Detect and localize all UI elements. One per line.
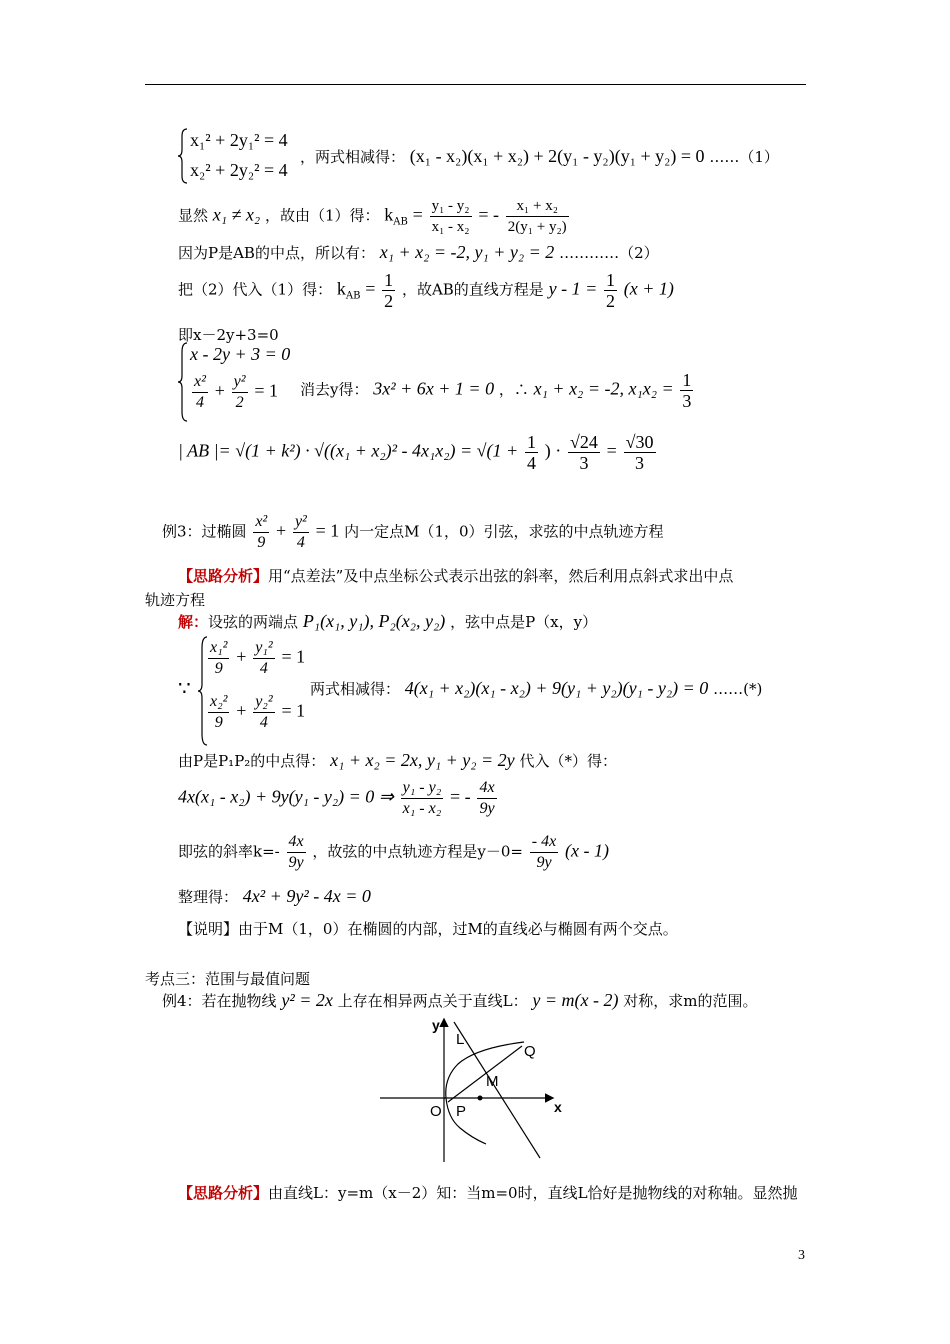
brace-sys2 (178, 342, 188, 426)
ex3-tidy-math: 4x² + 9y² - 4x = 0 (242, 886, 371, 906)
sys1-result: (x₁ - x₂)(x₁ + x₂) + 2(y₁ - y₂)(y₁ + y₂) = 0 (409, 146, 705, 166)
sys3-frac-d: $\frac{\text{y₂²}}{4}$ (255, 693, 273, 731)
sys3-result-line (310, 678, 762, 699)
page-number: 3 (798, 1248, 805, 1263)
kab-line: 显然 x₁ ≠ x₂ ，故由（1）得： $k_{AB}$ = $\frac{\text{y₁ - y₂}}{\text{x₁ - x₂}}$ = - $\frac{\text{x₁ + x₂}}{\text{2(y₁ + y₂)}}$ (178, 198, 567, 235)
ex3-slope-tail: (x - 1) (565, 840, 609, 861)
sub-eq: = (365, 278, 376, 299)
sys3-text: 两式相减得： (310, 680, 401, 698)
ex3-frac2: $\frac{\text{y²}}{4}$ (294, 513, 307, 551)
sub-math2: (x + 1) (623, 278, 674, 299)
sub-ksub: AB (345, 290, 361, 302)
because-symbol: ∵ (178, 678, 191, 700)
sub-k: k (336, 278, 346, 299)
sys1-eq2: x₂² + 2y₂² = 4 (190, 160, 288, 180)
label-l: L (456, 1031, 465, 1048)
kab-frac2: $\frac{\text{x₁ + x₂}}{\text{2(y₁ + y₂)}}$ (507, 198, 567, 235)
sys2-eq1: x - 2y + 3 = 0 (190, 344, 291, 364)
ex3-slope-frac2: $\frac{- 4x}{9y}$ (531, 833, 557, 871)
sys3-frac-b: $\frac{\text{y₁²}}{4}$ (255, 639, 273, 677)
ab-eq: = (606, 440, 617, 461)
parabola-curve (446, 1042, 524, 1144)
kab-pre: 显然 (178, 206, 209, 225)
sys3-plus-2: + (236, 700, 247, 721)
ex3-midpoint-line (178, 750, 617, 771)
ex3-title (162, 512, 664, 553)
ex4-math1: y² = 2x (281, 990, 333, 1010)
sys3-eq2 (206, 692, 305, 733)
ex4-math2: y = m(x - 2) (532, 990, 619, 1010)
chord-pq (448, 1046, 522, 1102)
ab-frac3: $\frac{√30}{3}$ (625, 432, 654, 473)
ex3-slope-text: 即弦的斜率k=- (178, 842, 280, 861)
ex3-deriv-frac1: $\frac{\text{y₁ - y₂}}{\text{x₁ - x₂}}$ (402, 779, 442, 817)
ex3-plus: + (276, 520, 287, 541)
ex3-sol-text2: ，弦中点是P（x，y） (450, 613, 598, 631)
label-q: Q (524, 1043, 536, 1060)
sys2-res2: x₁ + x₂ = -2, x₁x₂ = (533, 378, 674, 399)
label-p: P (456, 1103, 467, 1120)
midpoint-math: x₁ + x₂ = -2, y₁ + y₂ = 2 (379, 242, 555, 262)
ex3-sol-label: 解： (178, 613, 209, 631)
substitute-line (178, 270, 674, 311)
kab-eq: = - (478, 204, 499, 225)
label-m: M (486, 1073, 499, 1090)
ex3-analysis-label: 【思路分析】 (178, 567, 269, 585)
sys2-result-line (300, 370, 695, 411)
ab-mid: ) · (544, 440, 562, 461)
ex3-deriv-eq: = - (450, 786, 471, 807)
ex3-eq: = 1 (315, 520, 340, 541)
point-m (478, 1096, 483, 1101)
ex4-mid: 上存在相异两点关于直线L： (337, 992, 528, 1010)
ex4-analysis (178, 1182, 798, 1203)
sys2-plus: + (214, 380, 225, 401)
sys1-line (300, 146, 779, 167)
ex3-slope-text2: ，故弦的中点轨迹方程是y－0= (312, 842, 523, 861)
midpoint-text: 因为P是AB的中点，所以有： (178, 244, 375, 262)
sys3-tag: ……(*) (713, 680, 763, 698)
sys3-frac-c: $\frac{\text{x₂²}}{9}$ (210, 693, 228, 731)
ab-frac2: $\frac{√24}{3}$ (570, 432, 598, 473)
ex3-mid-text1: 由P是P₁P₂的中点得： (178, 752, 326, 770)
ab-frac1: $\frac{1}{4}$ (526, 432, 536, 473)
ex3-slope-line (178, 832, 609, 873)
midpoint-tag: …………（2） (559, 244, 659, 262)
ex4-title (162, 990, 758, 1011)
sys1-text: ，两式相减得： (300, 148, 406, 166)
midpoint-line (178, 242, 659, 263)
sys3-plus-1: + (236, 646, 247, 667)
sys2-eq2 (190, 372, 278, 413)
ex3-mid-text2: 代入（*）得： (519, 752, 617, 770)
ab-line1: | AB |= √(1 + k²) · √((x₁ + x₂)² - 4x₁x₂) = √(1 + (178, 440, 519, 461)
ab-length-line (178, 432, 658, 473)
kab-ksub: AB (393, 216, 408, 228)
ex3-sol-text: 设弦的两端点 (208, 613, 299, 631)
sys3-frac-a: $\frac{\text{x₁²}}{9}$ (210, 639, 228, 677)
ex3-deriv-line (178, 778, 499, 819)
ex4-analysis-label: 【思路分析】 (178, 1184, 269, 1202)
kab-k: k (384, 204, 394, 225)
kab-mid: ，故由（1）得： (264, 206, 380, 225)
sys2-frac2: $\frac{\text{y²}}{2}$ (233, 373, 246, 411)
sys2-sep: ，∴ (498, 380, 529, 399)
ex3-mid-math: x₁ + x₂ = 2x, y₁ + y₂ = 2y (330, 750, 515, 770)
sys2-frac1: $\frac{\text{x²}}{4}$ (194, 373, 206, 411)
ex3-title-post: 内一定点M（1，0）引弦，求弦的中点轨迹方程 (344, 522, 664, 541)
ex3-slope-frac1: $\frac{4x}{9y}$ (288, 833, 304, 871)
kd3-title: 考点三：范围与最值问题 (145, 970, 311, 988)
sys1-tag: ……（1） (709, 148, 779, 166)
sys2-eq2-tail: = 1 (254, 380, 278, 401)
ex3-analysis (178, 565, 733, 586)
ex3-deriv-frac2: $\frac{4x}{9y}$ (479, 779, 495, 817)
ex3-frac1: $\frac{\text{x²}}{9}$ (255, 513, 268, 551)
ex3-solution-intro (178, 611, 597, 632)
header-rule (145, 84, 806, 85)
ex3-analysis-line1: 用“点差法”及中点坐标公式表示出弦的斜率，然后利用点斜式求出中点 (268, 567, 734, 585)
ex3-tidy-text: 整理得： (178, 888, 239, 906)
ex3-analysis-line2: 轨迹方程 (145, 591, 206, 609)
sys2-text: 消去y得： (300, 380, 369, 399)
ex3-note: 【说明】由于M（1，0）在椭圆的内部，过M的直线必与椭圆有两个交点。 (178, 920, 678, 938)
sys1-eq1: x₁² + 2y₁² = 4 (190, 130, 288, 150)
ex3-tidy-line (178, 886, 371, 907)
ex3-title-pre: 例3：过椭圆 (162, 522, 247, 541)
label-o: O (430, 1103, 442, 1120)
sub-math1: y - 1 = (548, 278, 598, 299)
ex3-deriv-math: 4x(x₁ - x₂) + 9y(y₁ - y₂) = 0 ⇒ (178, 786, 394, 807)
sys3-eq-2: = 1 (281, 700, 306, 721)
sub-frac2: $\frac{1}{2}$ (606, 270, 616, 311)
sys3-res: 4(x₁ + x₂)(x₁ - x₂) + 9(y₁ + y₂)(y₁ - y₂) = 0 (404, 678, 709, 698)
ex4-pre: 例4：若在抛物线 (162, 992, 277, 1010)
kab-ineq: x₁ ≠ x₂ (212, 204, 261, 225)
ex3-sol-math: P₁(x₁, y₁), P₂(x₂, y₂) (302, 611, 446, 631)
sub-frac: $\frac{1}{2}$ (384, 270, 394, 311)
line-equation: 即x－2y+3=0 (178, 326, 279, 344)
sys3-eq-1: = 1 (281, 646, 306, 667)
ex4-post: 对称，求m的范围。 (623, 992, 758, 1010)
ex4-analysis-text: 由直线L：y=m（x－2）知：当m=0时，直线L恰好是抛物线的对称轴。显然抛 (268, 1184, 798, 1202)
brace-sys1 (178, 128, 188, 188)
kab-frac1: $\frac{\text{y₁ - y₂}}{\text{x₁ - x₂}}$ (431, 198, 470, 235)
sys2-frac3: $\frac{1}{3}$ (682, 370, 692, 411)
label-x: x (554, 1099, 562, 1115)
parabola-figure (376, 1016, 566, 1166)
label-y: y (432, 1017, 440, 1033)
sys2-res1: 3x² + 6x + 1 = 0 (373, 378, 495, 399)
sub-text2: ，故AB的直线方程是 (401, 280, 544, 299)
sys3-eq1 (206, 638, 305, 679)
sub-text1: 把（2）代入（1）得： (178, 280, 333, 299)
